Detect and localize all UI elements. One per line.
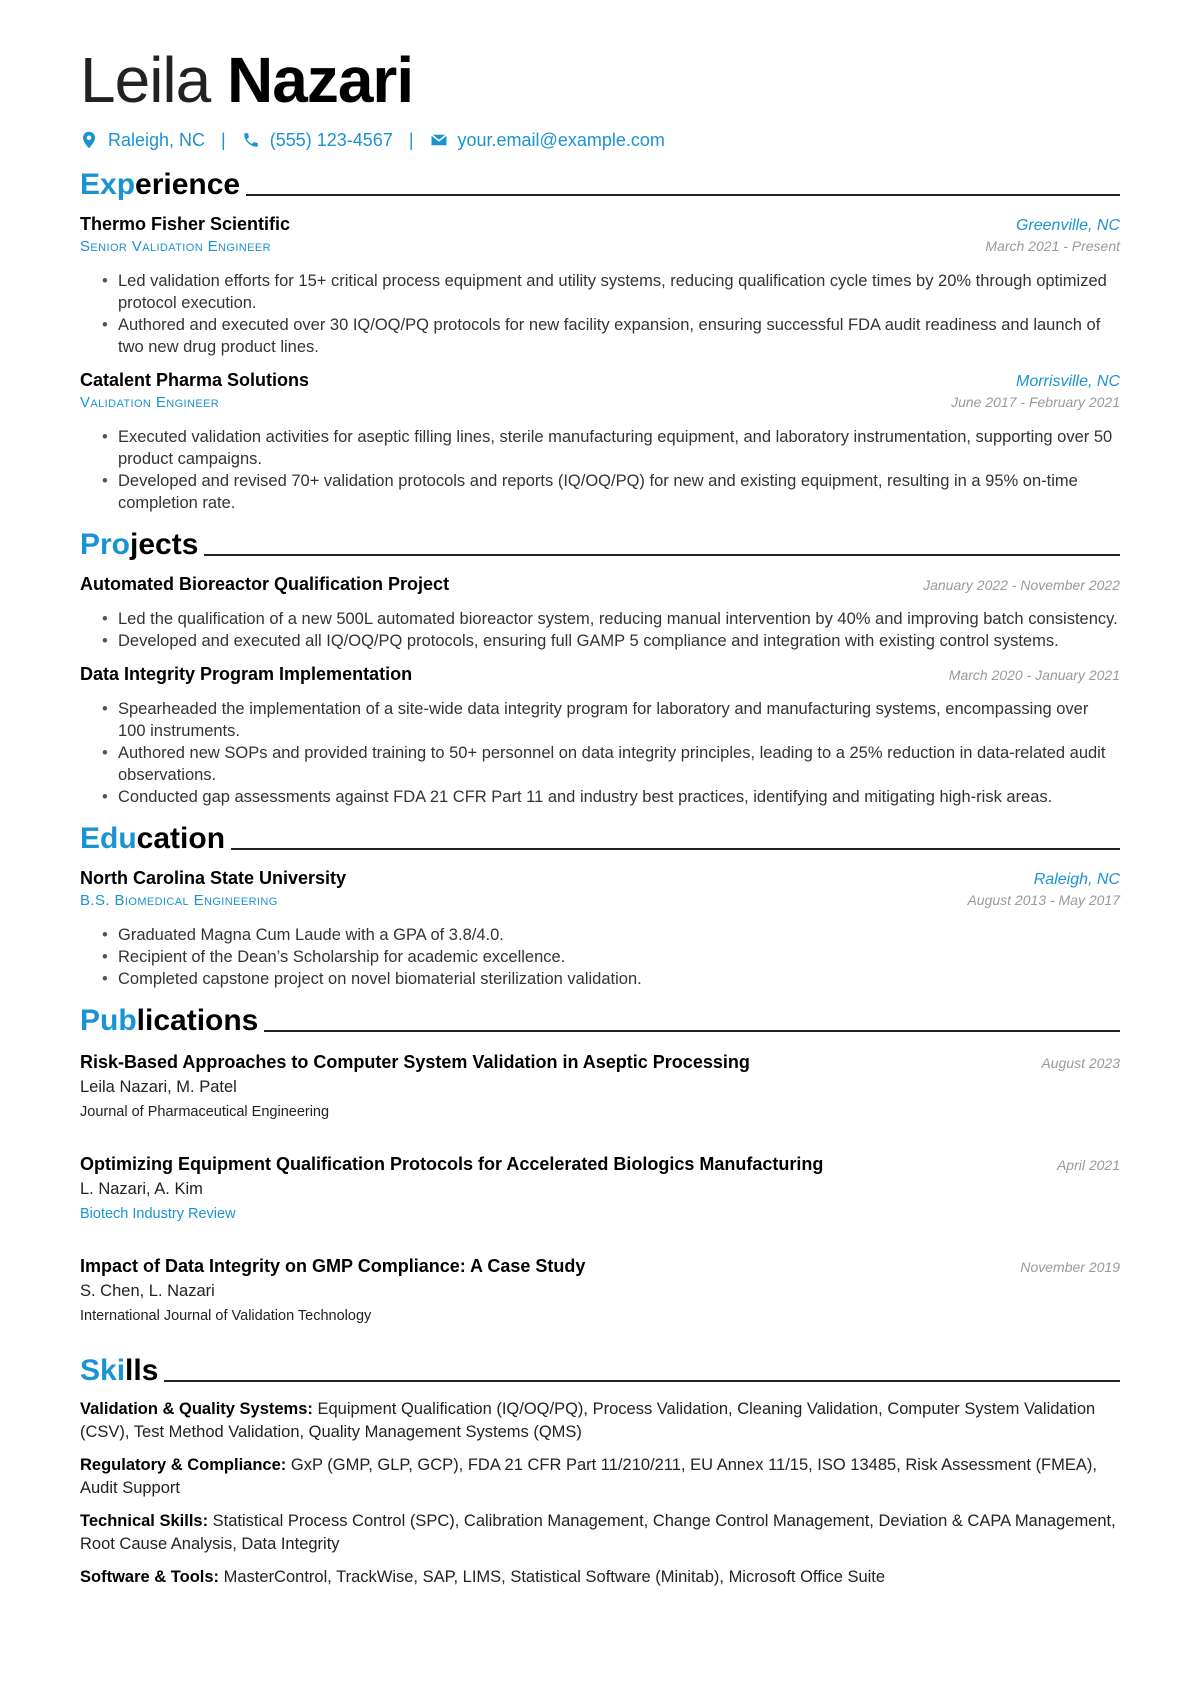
skill-category: Regulatory & Compliance: — [80, 1456, 287, 1474]
date: November 2019 — [1020, 1259, 1120, 1275]
bullet: • Completed capstone project on novel biomaterial sterilization validation. — [118, 968, 1120, 990]
section-experience: Experience — [80, 164, 1120, 202]
journal: Journal of Pharmaceutical Engineering — [80, 1104, 330, 1120]
publication-entry — [80, 1050, 1120, 1124]
divider — [164, 1380, 1120, 1382]
school: North Carolina State University — [80, 868, 347, 888]
location: Morrisville, NC — [1016, 373, 1120, 390]
dates: August 2013 - May 2017 — [967, 892, 1120, 908]
phone: (555) 123-4567 — [269, 129, 393, 150]
section-publications: Publications — [80, 1000, 1120, 1038]
job-title: Senior Validation Engineer — [80, 238, 271, 255]
location: Raleigh, NC — [108, 129, 206, 150]
resume — [80, 40, 1120, 1589]
authors: Leila Nazari, M. Patel — [80, 1078, 237, 1096]
date: August 2023 — [1041, 1055, 1120, 1071]
candidate-name: Leila Nazari — [80, 44, 414, 116]
journal: International Journal of Validation Technology — [80, 1308, 372, 1324]
separator: | — [408, 129, 414, 150]
location: Raleigh, NC — [1033, 871, 1120, 888]
experience-entry — [80, 368, 1120, 514]
bullet: • Graduated Magna Cum Laude with a GPA of 3.8/4.0. — [118, 924, 1120, 946]
divider — [264, 1030, 1120, 1032]
skill-list: Statistical Process Control (SPC), Calibration Management, Change Control Management, Deviation & CAPA Management, Root Cause Analysis, Data Integrity — [80, 1512, 1116, 1553]
publication-title: Optimizing Equipment Qualification Protocols for Accelerated Biologics Manufacturing — [80, 1154, 824, 1174]
phone-icon — [242, 131, 260, 149]
email-link[interactable]: your.email@example.com — [457, 129, 665, 150]
bullet-list — [118, 608, 1120, 652]
skill-list: GxP (GMP, GLP, GCP), FDA 21 CFR Part 11/210/211, EU Annex 11/15, ISO 13485, Risk Assessment (FMEA), Audit Support — [80, 1456, 1097, 1497]
contact-line — [80, 126, 1120, 154]
skill-category: Technical Skills: — [80, 1512, 209, 1530]
publication-title: Risk-Based Approaches to Computer System Validation in Aseptic Processing — [80, 1052, 750, 1072]
skill-category: Software & Tools: — [80, 1568, 220, 1586]
bullet: • Authored and executed over 30 IQ/OQ/PQ protocols for new facility expansion, ensuring successful FDA audit readiness and launch of two new drug product lines. — [118, 314, 1120, 358]
envelope-icon — [430, 131, 448, 149]
authors: L. Nazari, A. Kim — [80, 1180, 203, 1198]
job-title: Validation Engineer — [80, 394, 220, 411]
section-projects: Projects — [80, 524, 1120, 562]
divider — [231, 848, 1120, 850]
dates: March 2020 - January 2021 — [948, 667, 1120, 683]
publication-entry — [80, 1152, 1120, 1226]
bullet: • Led validation efforts for 15+ critical process equipment and utility systems, reducing qualification cycle times by 20% through optimized protocol execution. — [118, 270, 1120, 314]
bullet: • Spearheaded the implementation of a site-wide data integrity program for laboratory and manufacturing systems, encompassing over 100 instruments. — [118, 698, 1120, 742]
map-pin-icon — [80, 131, 98, 149]
skill-row — [80, 1566, 1120, 1589]
publication-title: Impact of Data Integrity on GMP Compliance: A Case Study — [80, 1256, 586, 1276]
divider — [246, 194, 1120, 196]
skill-row — [80, 1454, 1120, 1500]
dates: January 2022 - November 2022 — [923, 577, 1120, 593]
skill-category: Validation & Quality Systems: — [80, 1400, 313, 1418]
degree: B.S. Biomedical Engineering — [80, 892, 278, 909]
education-entry — [80, 866, 1120, 990]
date: April 2021 — [1056, 1157, 1120, 1173]
dates: June 2017 - February 2021 — [951, 394, 1120, 410]
journal[interactable]: Biotech Industry Review — [80, 1206, 236, 1222]
project-name: Automated Bioreactor Qualification Project — [80, 574, 450, 594]
bullet-list — [118, 698, 1120, 808]
bullet: • Executed validation activities for aseptic filling lines, sterile manufacturing equipment, and laboratory instrumentation, supporting over 50 product campaigns. — [118, 426, 1120, 470]
bullet-list — [118, 270, 1120, 358]
bullet: • Authored new SOPs and provided training to 50+ personnel on data integrity principles, leading to a 25% reduction in data-related audit observations. — [118, 742, 1120, 786]
company: Catalent Pharma Solutions — [80, 370, 310, 390]
company: Thermo Fisher Scientific — [80, 214, 291, 234]
experience-entry — [80, 212, 1120, 358]
skill-row — [80, 1510, 1120, 1556]
bullet: • Conducted gap assessments against FDA 21 CFR Part 11 and industry best practices, identifying and mitigating high-risk areas. — [118, 786, 1120, 808]
skill-list: Equipment Qualification (IQ/OQ/PQ), Process Validation, Cleaning Validation, Computer System Validation (CSV), Test Method Validation, Quality Management Systems (QMS) — [80, 1400, 1096, 1441]
project-entry — [80, 572, 1120, 652]
section-skills: Skills — [80, 1350, 1120, 1388]
skill-list: MasterControl, TrackWise, SAP, LIMS, Statistical Software (Minitab), Microsoft Office Suite — [219, 1568, 886, 1586]
project-name: Data Integrity Program Implementation — [80, 664, 413, 684]
project-entry — [80, 662, 1120, 808]
bullet: • Led the qualification of a new 500L automated bioreactor system, reducing manual intervention by 40% and improving batch consistency. — [118, 608, 1120, 630]
bullet-list — [118, 426, 1120, 514]
bullet: • Recipient of the Dean’s Scholarship for academic excellence. — [118, 946, 1120, 968]
publication-entry — [80, 1254, 1120, 1328]
section-education: Education — [80, 818, 1120, 856]
dates: March 2021 - Present — [985, 238, 1120, 254]
bullet: • Developed and revised 70+ validation protocols and reports (IQ/OQ/PQ) for new and existing equipment, resulting in a 95% on-time completion rate. — [118, 470, 1120, 514]
bullet: • Developed and executed all IQ/OQ/PQ protocols, ensuring full GAMP 5 compliance and integration with existing control systems. — [118, 630, 1120, 652]
bullet-list — [118, 924, 1120, 990]
skill-row — [80, 1398, 1120, 1444]
separator: | — [221, 129, 226, 150]
authors: S. Chen, L. Nazari — [80, 1282, 215, 1300]
divider — [204, 554, 1120, 556]
location: Greenville, NC — [1015, 217, 1120, 234]
